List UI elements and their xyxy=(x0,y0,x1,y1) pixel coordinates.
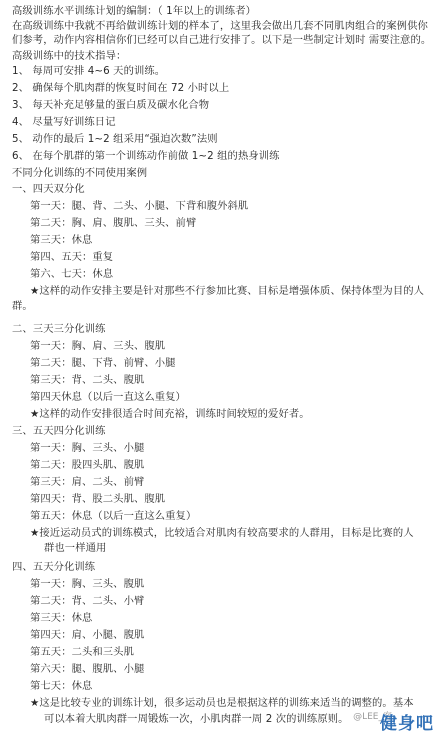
day-line: 第三天：背、二头、腹肌 xyxy=(30,374,145,386)
day-line: 第五天：二头和三头肌 xyxy=(30,646,134,658)
day-line: 第二天：腿、下背、前臂、小腿 xyxy=(30,357,176,369)
note-line: 可以本着大肌肉群一周锻炼一次，小肌肉群一周 2 次的训练原则。 xyxy=(44,713,349,725)
day-line: 第三天：休息 xyxy=(30,612,93,624)
section-heading: 三、五天四分化训练 xyxy=(12,425,106,437)
day-line: 第五天：休息（以后一直这么重复） xyxy=(30,510,197,522)
day-line: 第二天：股四头肌、腹肌 xyxy=(30,459,145,471)
day-line: 第六天：腿、腹肌、小腿 xyxy=(30,663,145,675)
day-line: 第四天：肩、小腿、腹肌 xyxy=(30,629,145,641)
day-line: 第一天：胸、三头、腹肌 xyxy=(30,578,145,590)
section-heading: 四、五天分化训练 xyxy=(12,561,96,573)
note-line: 群。 xyxy=(12,300,33,312)
day-line: 第四天：背、股二头肌、腹肌 xyxy=(30,493,166,505)
day-line: 第三天：肩、二头、前臂 xyxy=(30,476,145,488)
document-title: 高级训练水平训练计划的编制：（ 1年以上的训练者） xyxy=(12,5,257,17)
note-line: ★这样的动作安排主要是针对那些不行参加比赛、目标是增强体质、保持体型为目的人 xyxy=(30,285,425,297)
day-line: 第一天：胸、三头、小腿 xyxy=(30,442,145,454)
tip-item: 1、 每周可安排 4~6 天的训练。 xyxy=(12,65,166,77)
day-line: 第三天：休息 xyxy=(30,234,93,246)
day-line: 第四、五天：重复 xyxy=(30,251,114,263)
note-line: ★这是比较专业的训练计划，很多运动员也是根据这样的训练来适当的调整的。基本 xyxy=(30,697,414,709)
tips-title: 高级训练中的技术指导： xyxy=(12,50,127,62)
day-line: 第七天：休息 xyxy=(30,680,93,692)
tip-item: 3、 每天补充足够量的蛋白质及碳水化合物 xyxy=(12,99,210,111)
day-line: 第二天：胸、肩、腹肌、三头、前臂 xyxy=(30,217,197,229)
tip-item: 5、 动作的最后 1~2 组采用“强迫次数”法则 xyxy=(12,133,218,145)
tip-item: 6、 在每个肌群的第一个训练动作前做 1~2 组的热身训练 xyxy=(12,150,280,162)
day-line: 第二天：背、二头、小臂 xyxy=(30,595,145,607)
day-line: 第四天休息（以后一直这么重复） xyxy=(30,391,186,403)
section-heading: 二、三天三分化训练 xyxy=(12,323,106,335)
tip-item: 2、 确保每个肌肉群的恢复时间在 72 小时以上 xyxy=(12,82,230,94)
cases-title: 不同分化训练的不同使用案例 xyxy=(12,167,148,179)
note-line: ★接近运动员式的训练模式，比较适合对肌肉有较高要求的人群用，目标是比赛的人 xyxy=(30,527,414,539)
intro-paragraph: 在高级训练中我就不再给做训练计划的样本了，这里我会做出几套不同肌肉组合的案例供你们参考，动作内容相信你们已经可以自己进行安排了。以下是一些制定计划时 需要注意的。 xyxy=(12,20,432,46)
day-line: 第一天：胸、肩、三头、腹肌 xyxy=(30,340,166,352)
day-line: 第一天：腿、背、二头、小腿、下背和腹外斜肌 xyxy=(30,200,249,212)
section-heading: 一、四天双分化 xyxy=(12,183,85,195)
note-line: 群也一样通用 xyxy=(44,542,107,554)
tip-item: 4、 尽量写好训练日记 xyxy=(12,116,116,128)
watermark-logo: 健身吧 xyxy=(380,714,434,734)
note-line: ★这样的动作安排很适合时间充裕，训练时间较短的爱好者。 xyxy=(30,408,310,420)
day-line: 第六、七天：休息 xyxy=(30,268,114,280)
watermark-username: @LEE_客 xyxy=(353,712,392,722)
